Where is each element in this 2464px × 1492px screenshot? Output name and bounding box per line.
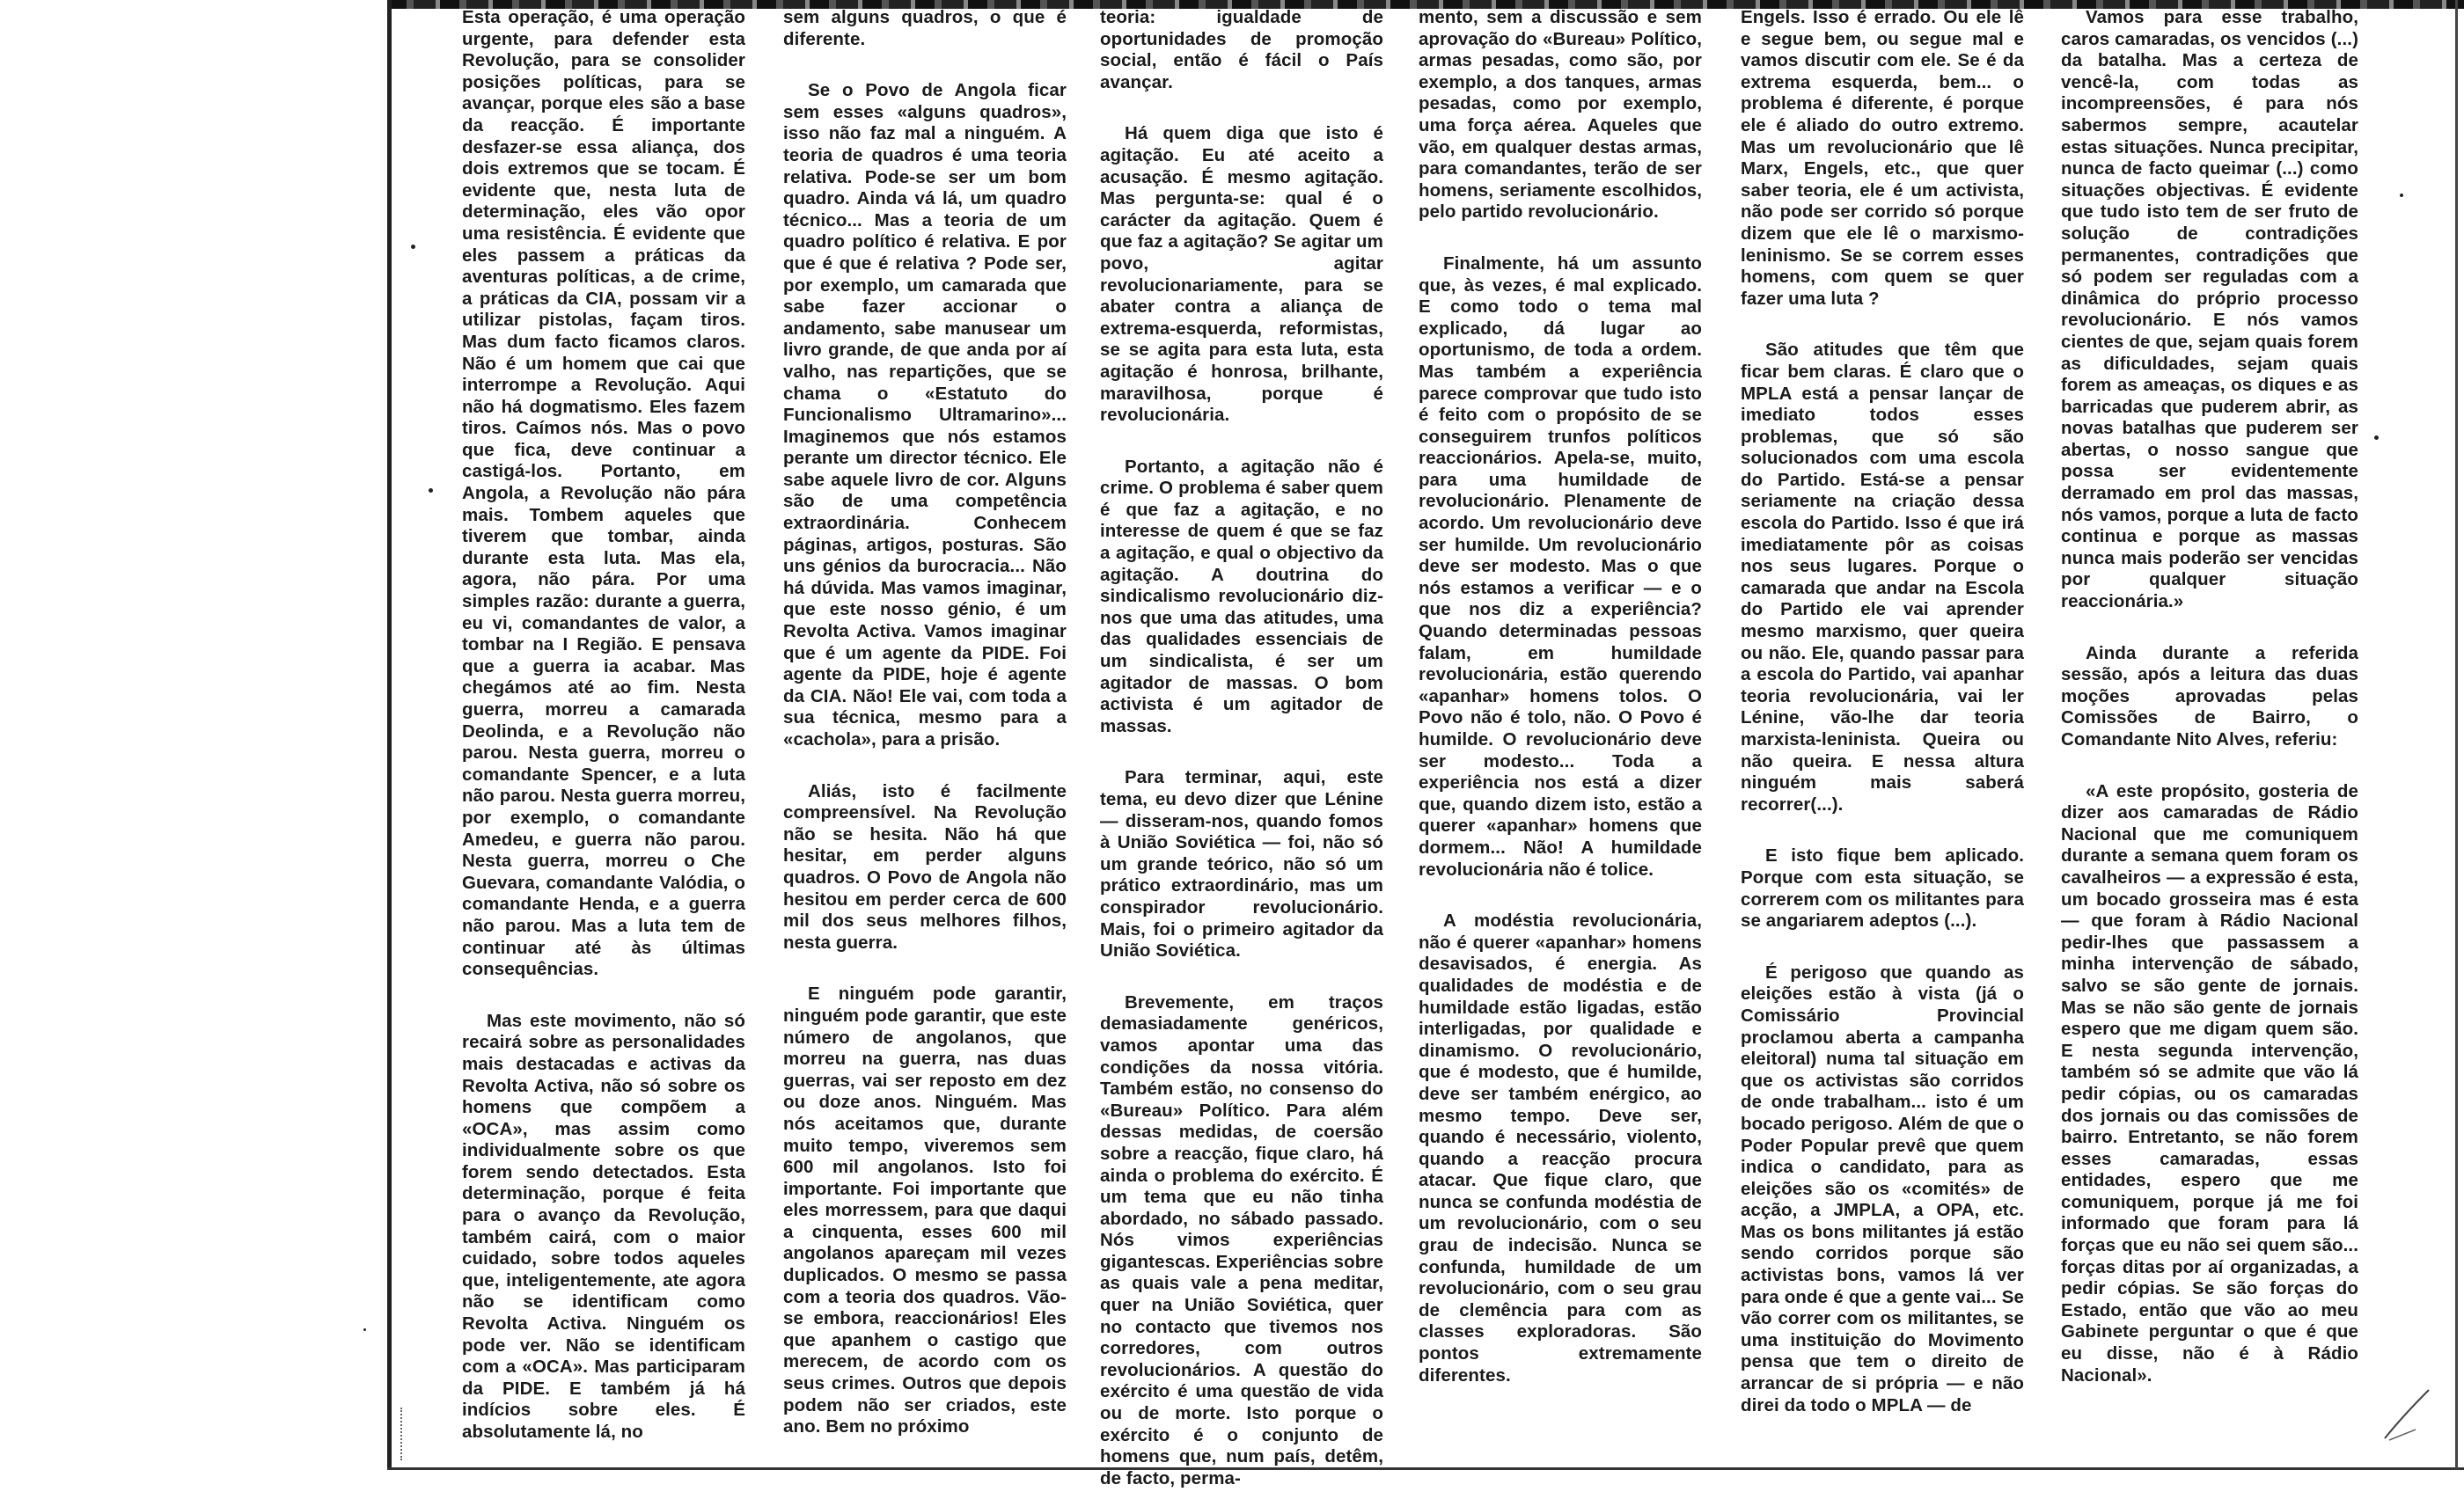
paragraph: Brevemente, em traços demasiadamente genéricos, vamos apontar uma das condições da nossa vitória. Também estão, no consenso do «Bureau» Político. Para além dessas medidas, de coersão sobre a reacção, fique claro, há ainda o problema do exército. É um tema que eu não tinha abordado, no sábado passado. Nós vimos experiências gigantescas. Experiências sobre as quais vale a pena meditar, quer na União Soviética, quer no contacto que tivemos nos corredores, com outros revolucionários. A questão do exército é uma questão de vida ou de morte. Isto porque o exército é o conjunto de homens que, num país, detêm, de facto, perma- <box>1100 991 1383 1488</box>
paragraph: Finalmente, há um assunto que, às vezes, é mal explicado. E como todo o tema mal explicado, dá lugar ao oportunismo, de toda a ordem. Mas também a experiência parece comprovar que tudo isto é feito com o propósito de se conseguirem trunfos políticos reaccionários. Apela-se, muito, para uma humildade de revolucionário. Plenamente de acordo. Um revolucionário deve ser humilde. Um revolucionário deve ser modesto. Mas o que nós estamos a verificar — e o que nos diz a experiência? Quando determinadas pessoas falam, em humildade revolucionária, estão querendo «apanhar» homens tolos. O Povo não é tolo, não. O Povo é humilde. O revolucionário deve ser modesto... Toda a experiência nos está a dizer que, quando dizem isto, estão a querer «apanhar» homens que dormem... Não! A humildade revolucionária não é tolice. <box>1419 252 1702 880</box>
paragraph: «A este propósito, gosteria de dizer aos camaradas de Rádio Nacional que me comuniquem durante a semana quem foram os cavalheiros — a expressão é esta, um bocado grosseira mas é esta — que foram à Rádio Nacional pedir-lhes que passassem a minha intervenção de sábado, salvo se são gente de jornais. Mas se não são gente de jornais espero que me digam quem são. E nesta segunda intervenção, também só se admite que vão lá pedir cópias, ou os camaradas dos jornais ou das comissões de bairro. Entretanto, se não forem esses camaradas, essas entidades, espero que me comuniquem, porque já me foi informado que foram para lá forças que eu não sei quem são... forças ditas por aí organizadas, a pedir cópias. Se são forças do Estado, então que vão ao meu Gabinete perguntar o que é que eu disse, não é à Rádio Nacional». <box>2061 780 2358 1386</box>
paragraph: Se o Povo de Angola ficar sem esses «alguns quadros», isso não faz mal a ninguém. A teoria de quadros é uma teoria relativa. Pode-se ser um bom quadro. Ainda vá lá, um quadro técnico... Mas a teoria de um quadro político é relativa. E por que é que é relativa ? Pode ser, por exemplo, um camarada que sabe fazer accionar o andamento, sabe manusear um livro grande, de que anda por aí valho, nas repartições, que se chama o «Estatuto do Funcionalismo Ultramarino»... Imaginemos que nós estamos perante um director técnico. Ele sabe aquele livro de cor. Alguns são de uma competência extraordinária. Conhecem páginas, artigos, posturas. São uns génios da burocracia... Não há dúvida. Mas vamos imaginar, que este nosso génio, é um Revolta Activa. Vamos imaginar que é um agente da PIDE. Foi agente da PIDE, hoje é agente da CIA. Não! Ele vai, com toda a sua técnica, mesmo para a «cachola», para a prisão. <box>783 80 1067 750</box>
paragraph: sem alguns quadros, o que é diferente. <box>783 7 1067 49</box>
text-column-2 <box>783 0 1067 1452</box>
scan-bottom-edge <box>387 1467 2464 1470</box>
paragraph: É perigoso que quando as eleições estão à vista (já o Comissário Provincial proclamou aberta a campanha eleitoral) numa tal situação em que os activistas são corridos de onde trabalham... isto é um bocado perigoso. Além de que o Poder Popular prevê que quem indica o candidato, para as eleições são os «comités» de acção, a JMPLA, a OPA, etc. Mas os bons militantes já estão sendo corridos porque são activistas bons, vamos lá ver para onde é que a gente vai... Se vão correr com os militantes, se uma instituição do Movimento pensa que tem o direito de arrancar de si própria — e não direi da todo o MPLA — de <box>1741 962 2024 1415</box>
margin-mark <box>400 1408 411 1460</box>
scan-speck <box>429 488 433 493</box>
text-column-6 <box>2061 0 2358 1452</box>
paragraph: Vamos para esse trabalho, caros camaradas, os vencidos (...) da batalha. Mas a certeza de vencê-la, com todas as incompreensões, é para nós sabermos sempre, acautelar estas situações. Nunca precipitar, nunca de facto queimar (...) como situações objectivas. É evidente que tudo isto tem de ser fruto de solução de contradições permanentes, contradições que só podem ser reguladas com a dinâmica do próprio processo revolucionário. E nós vamos cientes de que, sejam quais forem as dificuldades, sejam quais forem as ameaças, os diques e as barricadas que puderem abrir, as novas batalhas que puderem ser abertas, o nosso sangue que possa ser evidentemente derramado em prol das massas, nós vamos, porque a luta de facto continua e porque as massas nunca mais poderão ser vencidas por qualquer situação reaccionária.» <box>2061 7 2358 612</box>
pen-mark-icon <box>2380 1386 2433 1447</box>
paragraph: São atitudes que têm que ficar bem claras. É claro que o MPLA está a pensar lançar de imediato todos esses problemas, que só são solucionados com uma escola do Partido. Está-se a pensar seriamente na criação dessa escola do Partido. Isso é que irá imediatamente pôr as coisas nos seus lugares. Porque o camarada que andar na Escola do Partido ele vai aprender mesmo marxismo, quer queira ou não. Ele, quando passar para a escola do Partido, vai apanhar teoria revolucionária, vai ler Lénine, vão-lhe dar teoria marxista-leninista. Queira ou não queira. E nessa altura ninguém mais saberá recorrer(...). <box>1741 340 2024 815</box>
scan-speck <box>2374 435 2379 440</box>
paragraph: Esta operação, é uma operação urgente, para defender esta Revolução, para se consolider posições políticas, para se avançar, porque eles são a base da reacção. É importante desfazer-se essa aliança, dos dois extremos que se tocam. É evidente que, nesta luta de determinação, eles vão opor uma resistência. É evidente que eles passem a práticas da aventuras políticas, a de crime, a práticas da CIA, possam vir a utilizar pistolas, façam tiros. Mas dum facto ficamos claros. Não é um homem que cai que interrompe a Revolução. Aqui não há dogmatismo. Eles fazem tiros. Caímos nós. Mas o povo que fica, deve continuar a castigá-los. Portanto, em Angola, a Revolução não pára mais. Tombem aqueles que tiverem que tombar, ainda durante esta luta. Mas ela, agora, não pára. Por uma simples razão: durante a guerra, eu vi, comandantes de valor, a tombar na I Região. E pensava que a guerra ia acabar. Mas chegámos até ao fim. Nesta guerra, morreu a camarada Deolinda, e a Revolução não parou. Nesta guerra, morreu o comandante Spencer, e a luta não parou. Nesta guerra morreu, por exemplo, o comandante Amedeu, e guerra não parou. Nesta guerra, morreu o Che Guevara, comandante Valódia, o comandante Henda, e a guerra não parou. Mas a luta tem de continuar até às últimas consequências. <box>462 7 745 980</box>
text-column-3 <box>1100 0 1383 1488</box>
scan-right-edge <box>2455 0 2458 1469</box>
text-column-5 <box>1741 0 2024 1452</box>
scan-speck <box>2400 194 2403 197</box>
paragraph: Aliás, isto é facilmente compreensível. Na Revolução não se hesita. Não há que hesitar, em perder alguns quadros. O Povo de Angola não hesitou em perder cerca de 600 mil dos seus melhores filhos, nesta guerra. <box>783 780 1067 953</box>
text-column-1 <box>462 0 745 1452</box>
paragraph: E isto fique bem aplicado. Porque com esta situação, se correrem com os militantes para se angariarem adeptos (...). <box>1741 845 2024 932</box>
scan-speck <box>363 1328 366 1331</box>
paragraph: teoria: igualdade de oportunidades de promoção social, então é fácil o País avançar. <box>1100 7 1383 92</box>
paragraph: E ninguém pode garantir, ninguém pode garantir, que este número de angolanos, que morreu na guerra, nas duas guerras, vai ser reposto em dez ou doze anos. Ninguém. Mas nós aceitamos que, durante muito tempo, viveremos sem 600 mil angolanos. Isto foi importante. Foi importante que eles morressem, para que daqui a cinquenta, esses 600 mil angolanos apareçam mil vezes duplicados. O mesmo se passa com a teoria dos quadros. Vão-se embora, reaccionários! Eles que apanhem o castigo que merecem, de acordo com os seus crimes. Outros que depois podem não ser criados, este ano. Bem no próximo <box>783 984 1067 1437</box>
paragraph: Engels. Isso é errado. Ou ele lê e segue bem, ou segue mal e vamos discutir com ele. Se é da extrema esquerda, bem... o problema é diferente, é porque ele é aliado do outro extremo. Mas um revolucionário que lê Marx, Engels, etc., que quer saber teoria, ele é um activista, não pode ser corrido só porque dizem que ele lê o marxismo-leninismo. Se se correm esses homens, com quem se quer fazer uma luta ? <box>1741 7 2024 309</box>
paragraph: A modéstia revolucionária, não é querer «apanhar» homens desavisados, é energia. As qualidades de modéstia e de humildade estão ligadas, estão interligadas, por qualidade e dinamismo. O revolucionário, que é modesto, que é humilde, deve ser também enérgico, ao mesmo tempo. Deve ser, quando é necessário, violento, quando a reacção procura atacar. Que fique claro, que nunca se confunda modéstia de um revolucionário, com o seu grau de indecisão. Nunca se confunda, humildade de um revolucionário, com o seu grau de clemência para com as classes exploradoras. São pontos extremamente diferentes. <box>1419 911 1702 1386</box>
scan-speck <box>411 245 415 249</box>
text-column-4 <box>1419 0 1702 1452</box>
paragraph: Mas este movimento, não só recairá sobre as personalidades mais destacadas e activas da Revolta Activa, não só sobre os homens que compõem a «OCA», mas assim como individualmente sobre os que forem sendo detectados. Esta determinação, porque é feita para o avanço da Revolução, também cairá, com o maior cuidado, sobre todos aqueles que, inteligentemente, ate agora não se identificam como Revolta Activa. Ninguém os pode ver. Não se identificam com a «OCA». Mas participaram da PIDE. E também já há indícios sobre eles. É absolutamente lá, no <box>462 1010 745 1442</box>
paragraph: mento, sem a discussão e sem aprovação do «Bureau» Político, armas pesadas, como são, por exemplo, a dos tanques, armas pesadas, como por exemplo, uma força aérea. Aqueles que vão, em qualquer destas armas, para comandantes, terão de ser homens, seriamente escolhidos, pelo partido revolucionário. <box>1419 7 1702 223</box>
paragraph: Há quem diga que isto é agitação. Eu até aceito a acusação. É mesmo agitação. Mas pergunta-se: qual é o carácter da agitação. Quem é que faz a agitação? Se agitar um povo, agitar revolucionariamente, para se abater contra a aliança de extrema-esquerda, reformistas, se se agita para esta luta, esta agitação é honrosa, brilhante, maravilhosa, porque é revolucionária. <box>1100 123 1383 426</box>
paragraph: Portanto, a agitação não é crime. O problema é saber quem é que faz a agitação, e no interesse de quem é que se faz a agitação, e qual o objectivo da agitação. A doutrina do sindicalismo revolucionário diz-nos que uma das atitudes, uma das qualidades essenciais de um sindicalista, é ser um agitador de massas. O bom activista é um agitador de massas. <box>1100 456 1383 736</box>
paragraph: Ainda durante a referida sessão, após a leitura das duas moções aprovadas pelas Comissões de Bairro, o Comandante Nito Alves, referiu: <box>2061 642 2358 750</box>
paragraph: Para terminar, aqui, este tema, eu devo dizer que Lénine — disseram-nos, quando fomos à União Soviética — foi, não só um grande teórico, não só um prático extraordinário, mas um conspirador revolucionário. Mais, foi o primeiro agitador da União Soviética. <box>1100 767 1383 962</box>
scan-left-edge <box>387 0 392 1469</box>
